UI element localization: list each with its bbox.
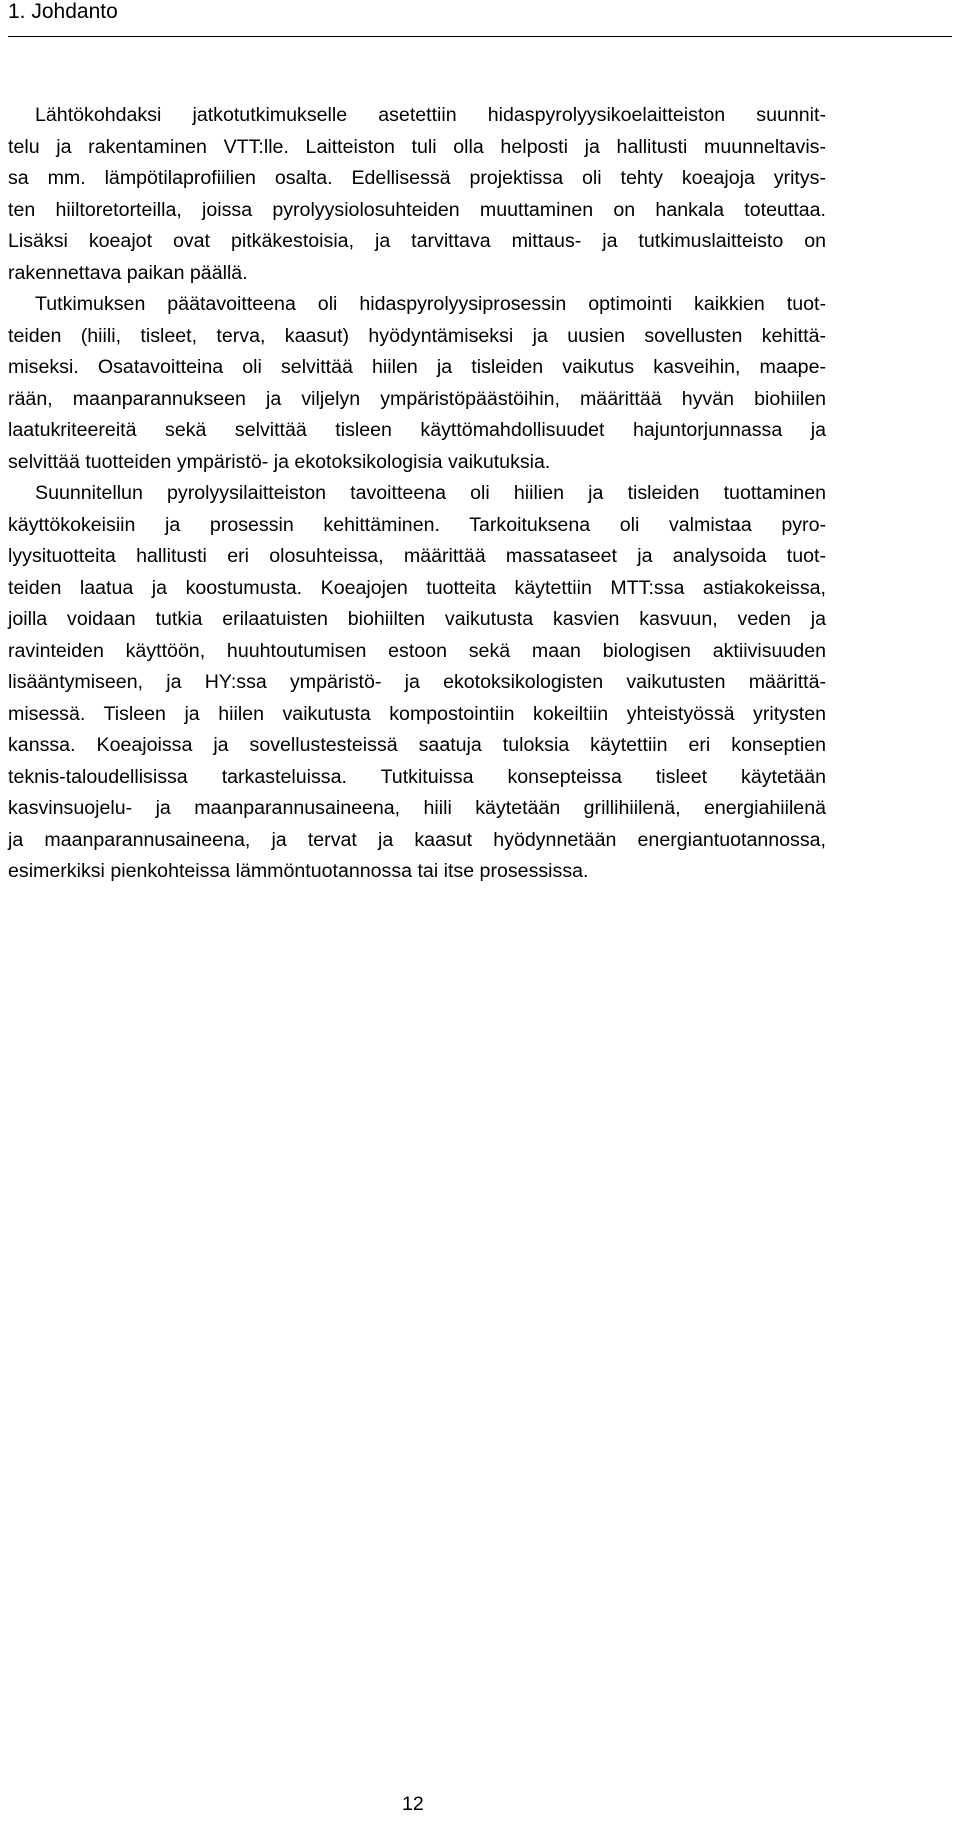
heading-rule xyxy=(8,36,952,37)
text-line: teknis-taloudellisissa tarkasteluissa. Tutkituissa konsepteissa tisleet käytetään xyxy=(8,765,826,788)
text-line: kasvinsuojelu- ja maanparannusaineena, hiili käytetään grillihiilenä, energiahiilenä xyxy=(8,797,826,819)
text-line: rään, maanparannukseen ja viljelyn ympäristöpäästöihin, määrittää hyvän biohiilen xyxy=(8,387,826,410)
text-line: miseksi. Osatavoitteina oli selvittää hiilen ja tisleiden vaikutus kasveihin, maape- xyxy=(8,356,826,378)
paragraph-3 xyxy=(8,478,826,888)
text-line: lisääntymiseen, ja HY:ssa ympäristö- ja ekotoksikologisten vaikutusten määrittä- xyxy=(8,671,826,693)
text-line: laatukriteereitä sekä selvittää tisleen käyttömahdollisuudet hajuntorjunnassa ja xyxy=(8,419,826,441)
text-line: teiden (hiili, tisleet, terva, kaasut) hyödyntämiseksi ja uusien sovellusten kehittä- xyxy=(8,324,826,347)
paragraph-2 xyxy=(8,289,826,478)
text-line: telu ja rakentaminen VTT:lle. Laitteiston tuli olla helposti ja hallitusti muunneltavis- xyxy=(8,135,826,158)
text-line: ravinteiden käyttöön, huuhtoutumisen estoon sekä maan biologisen aktiivisuuden xyxy=(8,639,826,662)
text-line: selvittää tuotteiden ympäristö- ja ekotoksikologisia vaikutuksia. xyxy=(8,450,551,473)
text-line: käyttökokeisiin ja prosessin kehittäminen. Tarkoituksena oli valmistaa pyro- xyxy=(8,513,826,536)
text-line: joilla voidaan tutkia erilaatuisten biohiilten vaikutusta kasvien kasvuun, veden ja xyxy=(8,608,826,630)
text-line: Lähtökohdaksi jatkotutkimukselle asetettiin hidaspyrolyysikoelaitteiston suunnit- xyxy=(35,104,826,126)
text-line: ten hiiltoretorteilla, joissa pyrolyysiolosuhteiden muuttaminen on hankala toteuttaa. xyxy=(8,198,826,221)
chapter-heading: 1. Johdanto xyxy=(8,0,118,23)
text-line: lyysituotteita hallitusti eri olosuhteissa, määrittää massataseet ja analysoida tuot- xyxy=(8,545,826,567)
text-line: sa mm. lämpötilaprofiilien osalta. Edellisessä projektissa oli tehty koeajoja yritys- xyxy=(8,167,826,189)
text-line: ja maanparannusaineena, ja tervat ja kaasut hyödynnetään energiantuotannossa, xyxy=(8,828,826,851)
text-line: rakennettava paikan päällä. xyxy=(8,261,248,284)
text-line: Tutkimuksen päätavoitteena oli hidaspyrolyysiprosessin optimointi kaikkien tuot- xyxy=(35,293,826,315)
text-line: teiden laatua ja koostumusta. Koeajojen tuotteita käytettiin MTT:ssa astiakokeissa, xyxy=(8,576,826,599)
text-line: kanssa. Koeajoissa ja sovellustesteissä saatuja tuloksia käytettiin eri konseptien xyxy=(8,734,826,756)
text-line: esimerkiksi pienkohteissa lämmöntuotannossa tai itse prosessissa. xyxy=(8,860,589,882)
page-number: 12 xyxy=(402,1793,424,1815)
body-text xyxy=(8,100,826,888)
text-line: misessä. Tisleen ja hiilen vaikutusta kompostointiin kokeiltiin yhteistyössä yritysten xyxy=(8,702,826,725)
text-line: Suunnitellun pyrolyysilaitteiston tavoitteena oli hiilien ja tisleiden tuottaminen xyxy=(35,482,826,504)
text-line: Lisäksi koeajot ovat pitkäkestoisia, ja tarvittava mittaus- ja tutkimuslaitteisto on xyxy=(8,230,826,252)
paragraph-1 xyxy=(8,100,826,289)
